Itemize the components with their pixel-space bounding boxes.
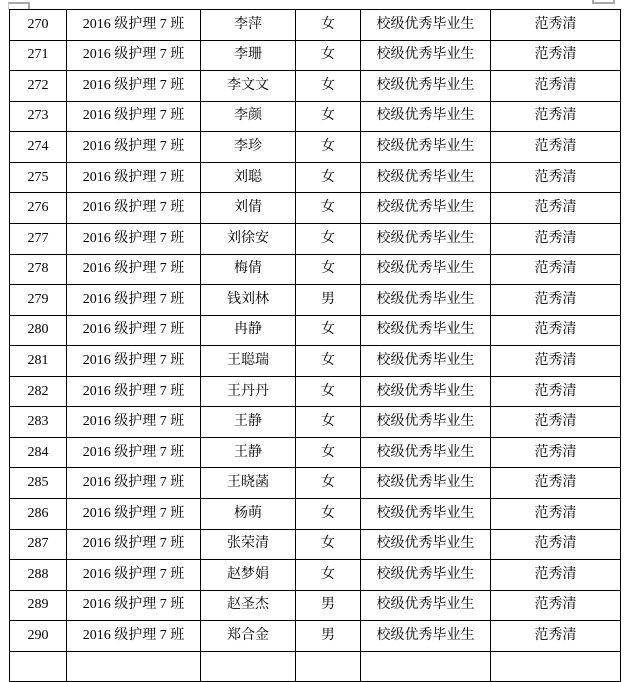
- advisor-name-cell: 范秀清: [491, 71, 621, 102]
- student-name-cell: 李珍: [201, 132, 296, 163]
- table-row: [10, 162, 621, 193]
- student-name-cell: 赵梦娟: [201, 560, 296, 591]
- honor-title-cell: 校级优秀毕业生: [361, 162, 491, 193]
- advisor-name-cell: 范秀清: [491, 346, 621, 377]
- student-name-cell: 刘徐安: [201, 223, 296, 254]
- row-number-cell: 270: [10, 10, 67, 41]
- advisor-name-cell: 范秀清: [491, 499, 621, 530]
- class-name-cell: 2016 级护理 7 班: [67, 71, 201, 102]
- gender-cell: 女: [296, 71, 361, 102]
- table-row: [10, 101, 621, 132]
- advisor-name-cell: 范秀清: [491, 132, 621, 163]
- class-name-cell: 2016 级护理 7 班: [67, 590, 201, 621]
- table-row: [10, 40, 621, 71]
- row-number-cell: 280: [10, 315, 67, 346]
- class-name-cell: 2016 级护理 7 班: [67, 101, 201, 132]
- honor-title-cell: [361, 651, 491, 682]
- table-row: [10, 132, 621, 163]
- class-name-cell: 2016 级护理 7 班: [67, 376, 201, 407]
- student-name-cell: 冉静: [201, 315, 296, 346]
- table-row: [10, 10, 621, 41]
- honor-title-cell: 校级优秀毕业生: [361, 346, 491, 377]
- class-name-cell: 2016 级护理 7 班: [67, 223, 201, 254]
- honor-title-cell: 校级优秀毕业生: [361, 40, 491, 71]
- advisor-name-cell: [491, 651, 621, 682]
- class-name-cell: 2016 级护理 7 班: [67, 40, 201, 71]
- row-number-cell: 277: [10, 223, 67, 254]
- table-row: [10, 407, 621, 438]
- student-name-cell: 刘聪: [201, 162, 296, 193]
- honor-title-cell: 校级优秀毕业生: [361, 590, 491, 621]
- gender-cell: 女: [296, 10, 361, 41]
- honor-title-cell: 校级优秀毕业生: [361, 285, 491, 316]
- gender-cell: 女: [296, 101, 361, 132]
- student-name-cell: 张荣清: [201, 529, 296, 560]
- gender-cell: 女: [296, 346, 361, 377]
- table-row: [10, 223, 621, 254]
- row-number-cell: 274: [10, 132, 67, 163]
- honor-title-cell: 校级优秀毕业生: [361, 315, 491, 346]
- table-row: [10, 590, 621, 621]
- student-name-cell: 王晓菡: [201, 468, 296, 499]
- class-name-cell: 2016 级护理 7 班: [67, 499, 201, 530]
- row-number-cell: 271: [10, 40, 67, 71]
- gender-cell: 女: [296, 193, 361, 224]
- class-name-cell: 2016 级护理 7 班: [67, 560, 201, 591]
- advisor-name-cell: 范秀清: [491, 529, 621, 560]
- row-number-cell: 283: [10, 407, 67, 438]
- class-name-cell: 2016 级护理 7 班: [67, 437, 201, 468]
- honor-title-cell: 校级优秀毕业生: [361, 10, 491, 41]
- row-number-cell: 285: [10, 468, 67, 499]
- gender-cell: 女: [296, 376, 361, 407]
- student-name-cell: 王丹丹: [201, 376, 296, 407]
- row-number-cell: 289: [10, 590, 67, 621]
- class-name-cell: 2016 级护理 7 班: [67, 285, 201, 316]
- honor-title-cell: 校级优秀毕业生: [361, 407, 491, 438]
- student-name-cell: 王静: [201, 437, 296, 468]
- gender-cell: 女: [296, 40, 361, 71]
- class-name-cell: 2016 级护理 7 班: [67, 468, 201, 499]
- row-number-cell: 284: [10, 437, 67, 468]
- table-row: [10, 376, 621, 407]
- advisor-name-cell: 范秀清: [491, 162, 621, 193]
- row-number-cell: 282: [10, 376, 67, 407]
- honor-title-cell: 校级优秀毕业生: [361, 437, 491, 468]
- honor-title-cell: 校级优秀毕业生: [361, 223, 491, 254]
- student-name-cell: 郑合金: [201, 621, 296, 652]
- advisor-name-cell: 范秀清: [491, 468, 621, 499]
- table-row: [10, 346, 621, 377]
- advisor-name-cell: 范秀清: [491, 40, 621, 71]
- advisor-name-cell: 范秀清: [491, 101, 621, 132]
- table-row: [10, 193, 621, 224]
- row-number-cell: [10, 651, 67, 682]
- student-name-cell: 梅倩: [201, 254, 296, 285]
- partial-table-row: [10, 651, 621, 682]
- advisor-name-cell: 范秀清: [491, 285, 621, 316]
- honor-title-cell: 校级优秀毕业生: [361, 71, 491, 102]
- gender-cell: 女: [296, 223, 361, 254]
- advisor-name-cell: 范秀清: [491, 223, 621, 254]
- class-name-cell: 2016 级护理 7 班: [67, 407, 201, 438]
- table-row: [10, 529, 621, 560]
- row-number-cell: 287: [10, 529, 67, 560]
- gender-cell: 女: [296, 560, 361, 591]
- advisor-name-cell: 范秀清: [491, 590, 621, 621]
- honor-title-cell: 校级优秀毕业生: [361, 132, 491, 163]
- advisor-name-cell: 范秀清: [491, 193, 621, 224]
- student-name-cell: 李文文: [201, 71, 296, 102]
- honor-title-cell: 校级优秀毕业生: [361, 560, 491, 591]
- row-number-cell: 288: [10, 560, 67, 591]
- student-name-cell: 王聪瑞: [201, 346, 296, 377]
- row-number-cell: 273: [10, 101, 67, 132]
- graduates-roster-table: [9, 9, 621, 682]
- table-row: [10, 621, 621, 652]
- gender-cell: [296, 651, 361, 682]
- advisor-name-cell: 范秀清: [491, 376, 621, 407]
- row-number-cell: 279: [10, 285, 67, 316]
- advisor-name-cell: 范秀清: [491, 621, 621, 652]
- gender-cell: 女: [296, 437, 361, 468]
- gender-cell: 女: [296, 162, 361, 193]
- honor-title-cell: 校级优秀毕业生: [361, 376, 491, 407]
- advisor-name-cell: 范秀清: [491, 437, 621, 468]
- honor-title-cell: 校级优秀毕业生: [361, 254, 491, 285]
- student-name-cell: 王静: [201, 407, 296, 438]
- table-row: [10, 437, 621, 468]
- row-number-cell: 276: [10, 193, 67, 224]
- student-name-cell: 李萍: [201, 10, 296, 41]
- row-number-cell: 281: [10, 346, 67, 377]
- class-name-cell: 2016 级护理 7 班: [67, 315, 201, 346]
- row-number-cell: 272: [10, 71, 67, 102]
- gender-cell: 男: [296, 621, 361, 652]
- gridline-artifact-right: [592, 0, 615, 4]
- class-name-cell: 2016 级护理 7 班: [67, 529, 201, 560]
- table-row: [10, 254, 621, 285]
- row-number-cell: 278: [10, 254, 67, 285]
- class-name-cell: 2016 级护理 7 班: [67, 621, 201, 652]
- student-name-cell: [201, 651, 296, 682]
- gender-cell: 男: [296, 590, 361, 621]
- class-name-cell: 2016 级护理 7 班: [67, 10, 201, 41]
- gender-cell: 女: [296, 254, 361, 285]
- gender-cell: 男: [296, 285, 361, 316]
- class-name-cell: 2016 级护理 7 班: [67, 132, 201, 163]
- student-name-cell: 杨萌: [201, 499, 296, 530]
- honor-title-cell: 校级优秀毕业生: [361, 468, 491, 499]
- advisor-name-cell: 范秀清: [491, 315, 621, 346]
- table-row: [10, 285, 621, 316]
- table-row: [10, 499, 621, 530]
- honor-title-cell: 校级优秀毕业生: [361, 529, 491, 560]
- gender-cell: 女: [296, 315, 361, 346]
- gender-cell: 女: [296, 407, 361, 438]
- advisor-name-cell: 范秀清: [491, 254, 621, 285]
- class-name-cell: 2016 级护理 7 班: [67, 346, 201, 377]
- student-name-cell: 李珊: [201, 40, 296, 71]
- student-name-cell: 赵圣杰: [201, 590, 296, 621]
- honor-title-cell: 校级优秀毕业生: [361, 101, 491, 132]
- row-number-cell: 286: [10, 499, 67, 530]
- table-row: [10, 71, 621, 102]
- student-name-cell: 刘倩: [201, 193, 296, 224]
- advisor-name-cell: 范秀清: [491, 560, 621, 591]
- gender-cell: 女: [296, 132, 361, 163]
- gender-cell: 女: [296, 529, 361, 560]
- class-name-cell: 2016 级护理 7 班: [67, 254, 201, 285]
- table-body: [10, 10, 621, 682]
- table-row: [10, 315, 621, 346]
- class-name-cell: [67, 651, 201, 682]
- advisor-name-cell: 范秀清: [491, 10, 621, 41]
- honor-title-cell: 校级优秀毕业生: [361, 499, 491, 530]
- class-name-cell: 2016 级护理 7 班: [67, 193, 201, 224]
- student-name-cell: 钱刘林: [201, 285, 296, 316]
- advisor-name-cell: 范秀清: [491, 407, 621, 438]
- row-number-cell: 290: [10, 621, 67, 652]
- gender-cell: 女: [296, 499, 361, 530]
- table-row: [10, 560, 621, 591]
- table-row: [10, 468, 621, 499]
- gender-cell: 女: [296, 468, 361, 499]
- student-name-cell: 李颜: [201, 101, 296, 132]
- honor-title-cell: 校级优秀毕业生: [361, 621, 491, 652]
- class-name-cell: 2016 级护理 7 班: [67, 162, 201, 193]
- row-number-cell: 275: [10, 162, 67, 193]
- honor-title-cell: 校级优秀毕业生: [361, 193, 491, 224]
